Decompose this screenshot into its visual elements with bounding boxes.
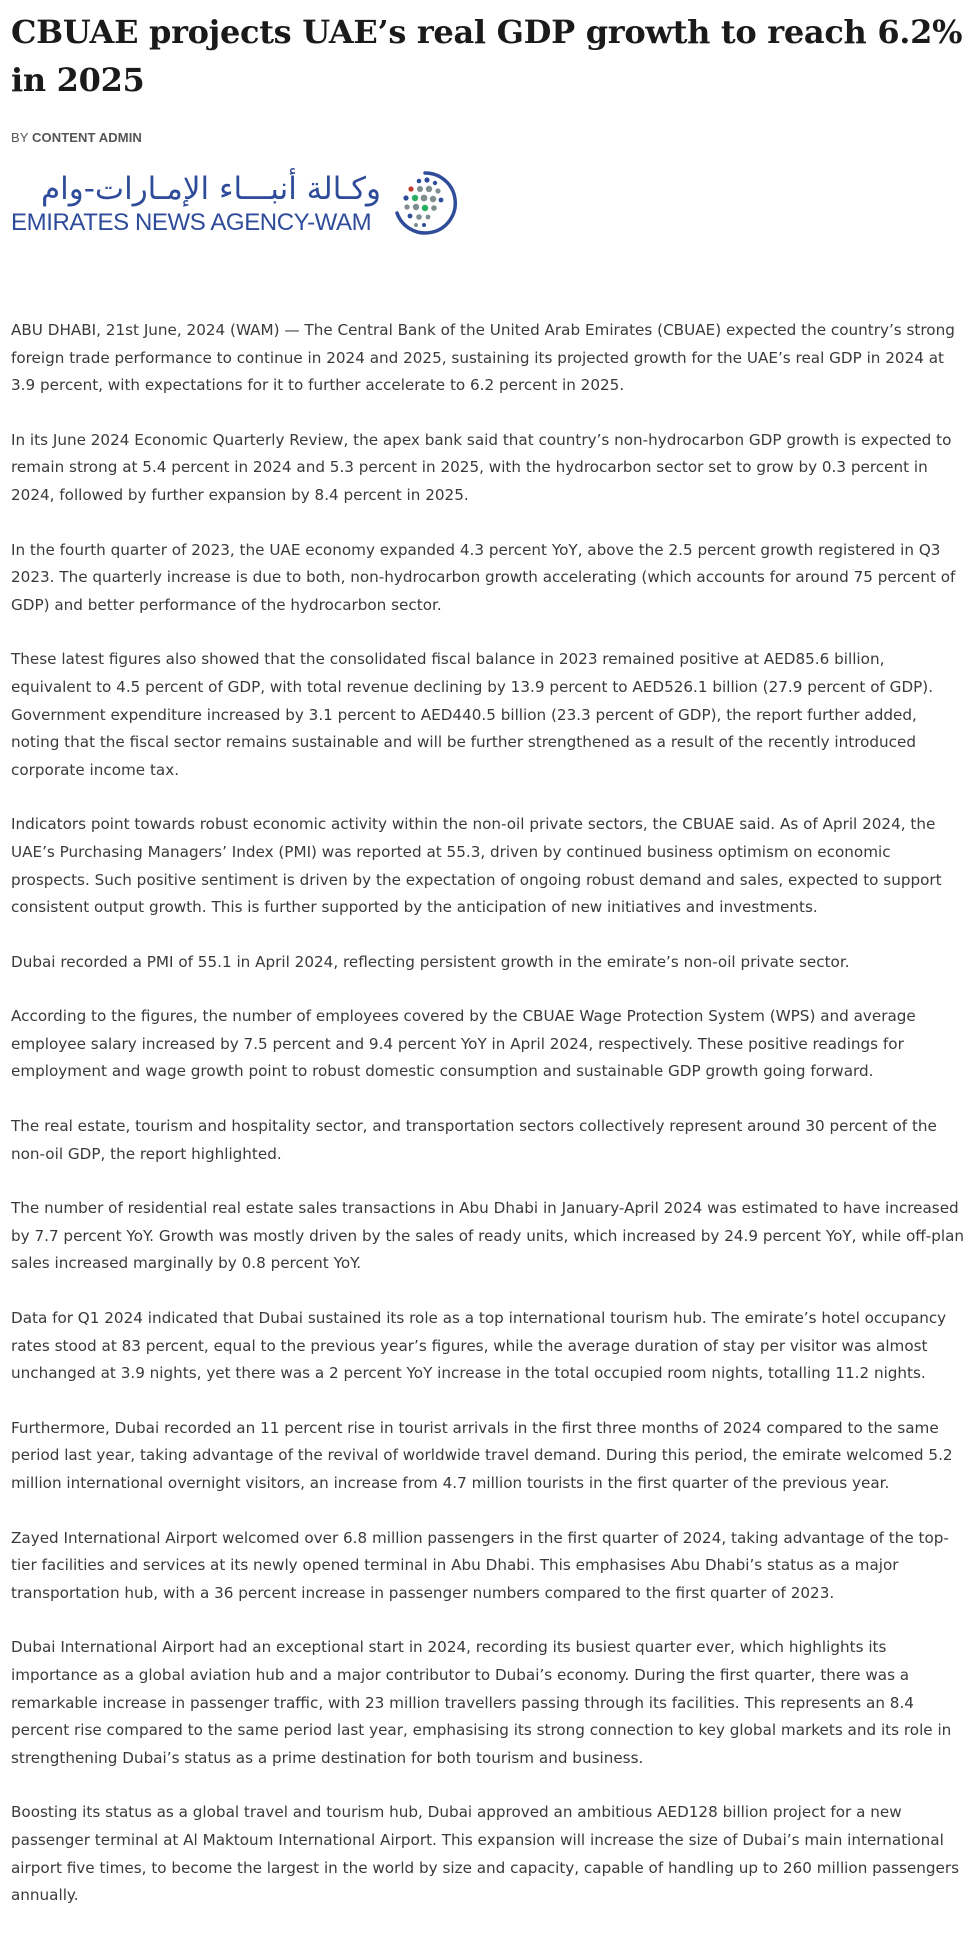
logo-english-text: EMIRATES NEWS AGENCY-WAM [11, 209, 372, 236]
article-paragraph: Data for Q1 2024 indicated that Dubai sustained its role as a top international tourism hub. The emirate’s hotel occupancy rates stood at 83 percent, equal to the previous year’s figures, while the average duration of stay per visitor was almost unchanged at 3.9 nights, yet there was a 2 percent YoY increase in the total occupied room nights, totalling 11.2 nights. [11, 1309, 947, 1383]
article-paragraph: Boosting its status as a global travel and tourism hub, Dubai approved an ambitious AED128 billion project for a new passenger terminal at Al Maktoum International Airport. This expansion will increase the size of Dubai’s main international airport five times, to become the largest in the world by size and capacity, capable of handling up to 260 million passengers annually. [11, 1803, 960, 1905]
byline-prefix: BY [11, 130, 29, 145]
article-paragraph: Furthermore, Dubai recorded an 11 percent rise in tourist arrivals in the first three months of 2024 compared to the same period last year, taking advantage of the revival of worldwide travel demand. During this period, the emirate welcomed 5.2 million international overnight visitors, an increase from 4.7 million tourists in the first quarter of the previous year. [11, 1418, 953, 1492]
article-paragraph: Indicators point towards robust economic activity within the non-oil private sectors, the CBUAE said. As of April 2024, the UAE’s Purchasing Managers’ Index (PMI) was reported at 55.3, driven by continued business optimism on economic prospects. Such positive sentiment is driven by the expectation of ongoing robust demand and sales, expected to support consistent output growth. This is further supported by the anticipation of new initiatives and investments. [11, 815, 942, 917]
author-name[interactable]: CONTENT ADMIN [32, 130, 142, 145]
article-paragraph: In the fourth quarter of 2023, the UAE economy expanded 4.3 percent YoY, above the 2.5 percent growth registered in Q3 2023. The quarterly increase is due to both, non-hydrocarbon growth accelerating (which accounts for around 75 percent of GDP) and better performance of the hydrocarbon sector. [11, 540, 956, 614]
wam-logo [11, 171, 471, 237]
article-paragraph: Zayed International Airport welcomed over 6.8 million passengers in the first quarter of 2024, taking advantage of the top-tier facilities and services at its newly opened terminal in Abu Dhabi. This emphasises Abu Dhabi’s status as a major transportation hub, with a 36 percent increase in passenger numbers compared to the first quarter of 2023. [11, 1528, 949, 1602]
article-title: CBUAE projects UAE’s real GDP growth to reach 6.2% in 2025 [11, 13, 963, 99]
article-paragraph: These latest figures also showed that the consolidated fiscal balance in 2023 remained positive at AED85.6 billion, equivalent to 4.5 percent of GDP, with total revenue declining by 13.9 percent to AED526.1 billion (27.9 percent of GDP). Government expenditure increased by 3.1 percent to AED440.5 billion (23.3 percent of GDP), the report further added, noting that the fiscal sector remains sustainable and will be further strengthened as a result of the recently introduced corporate income tax. [11, 650, 934, 779]
article-body [11, 317, 966, 1910]
article-paragraph: In its June 2024 Economic Quarterly Review, the apex bank said that country’s non-hydrocarbon GDP growth is expected to remain strong at 5.4 percent in 2024 and 5.3 percent in 2025, with the hydrocarbon sector set to grow by 0.3 percent in 2024, followed by further expansion by 8.4 percent in 2025. [11, 430, 952, 504]
byline [11, 130, 966, 145]
article [11, 0, 966, 1937]
article-paragraph: Dubai recorded a PMI of 55.1 in April 2024, reflecting persistent growth in the emirate’s non-oil private sector. [11, 952, 850, 971]
article-paragraph: According to the figures, the number of employees covered by the CBUAE Wage Protection System (WPS) and average employee salary increased by 7.5 percent and 9.4 percent YoY in April 2024, respectively. These positive readings for employment and wage growth point to robust domestic consumption and sustainable GDP growth going forward. [11, 1007, 916, 1081]
globe-icon [389, 167, 461, 239]
logo-arabic-text: وكـالة أنبـــاء الإمـارات-وام [40, 171, 381, 207]
article-paragraph: Dubai International Airport had an exceptional start in 2024, recording its busiest quarter ever, which highlights its importance as a global aviation hub and a major contributor to Dubai’s economy. During the first quarter, there was a remarkable increase in passenger traffic, with 23 million travellers passing through its facilities. This represents an 8.4 percent rise compared to the same period last year, emphasising its strong connection to key global markets and its role in strengthening Dubai’s status as a prime destination for both tourism and business. [11, 1638, 952, 1767]
article-paragraph: The number of residential real estate sales transactions in Abu Dhabi in January-April 2024 was estimated to have increased by 7.7 percent YoY. Growth was mostly driven by the sales of ready units, which increased by 24.9 percent YoY, while off-plan sales increased marginally by 0.8 percent YoY. [11, 1199, 965, 1273]
article-paragraph: The real estate, tourism and hospitality sector, and transportation sectors collectively represent around 30 percent of the non-oil GDP, the report highlighted. [11, 1117, 937, 1163]
article-paragraph: ABU DHABI, 21st June, 2024 (WAM) — The Central Bank of the United Arab Emirates (CBUAE) expected the country’s strong foreign trade performance to continue in 2024 and 2025, sustaining its projected growth for the UAE’s real GDP in 2024 at 3.9 percent, with expectations for it to further accelerate to 6.2 percent in 2025. [11, 321, 955, 395]
